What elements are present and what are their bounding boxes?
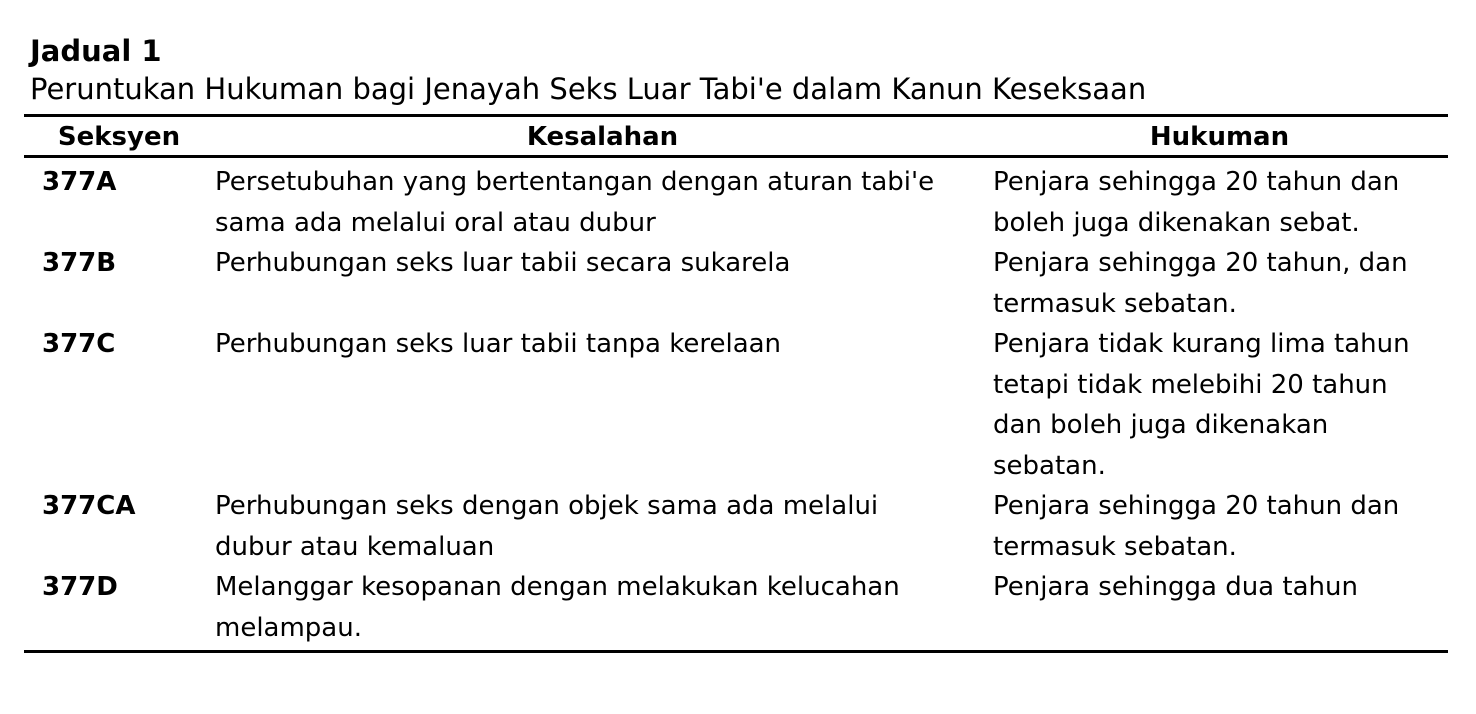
penalty-table <box>24 114 1448 653</box>
table-row <box>24 157 1448 244</box>
punishment-cell: Penjara sehingga dua tahun <box>993 572 1358 602</box>
table-row <box>24 567 1448 652</box>
punishment-cell: Penjara tidak kurang lima tahun tetapi tidak melebihi 20 tahun dan boleh juga dikenakan sebatan. <box>993 329 1410 481</box>
table-body <box>24 157 1448 652</box>
offence-cell: Perhubungan seks dengan objek sama ada melalui dubur atau kemaluan <box>215 491 879 562</box>
header-section: Seksyen <box>24 116 214 157</box>
section-cell: 377CA <box>42 491 136 521</box>
table-label: Jadual 1 <box>30 34 162 68</box>
table-row <box>24 243 1448 324</box>
offence-cell: Melanggar kesopanan dengan melakukan kelucahan melampau. <box>215 572 900 643</box>
header-punishment: Hukuman <box>991 116 1448 157</box>
section-cell: 377A <box>42 167 117 197</box>
document <box>24 32 1448 653</box>
header-offence: Kesalahan <box>214 116 991 157</box>
section-cell: 377B <box>42 248 117 278</box>
punishment-cell: Penjara sehingga 20 tahun dan termasuk sebatan. <box>993 491 1400 562</box>
offence-cell: Persetubuhan yang bertentangan dengan aturan tabi'e sama ada melalui oral atau dubur <box>215 167 935 238</box>
header-row <box>24 116 1448 157</box>
punishment-cell: Penjara sehingga 20 tahun dan boleh juga dikenakan sebat. <box>993 167 1400 238</box>
offence-cell: Perhubungan seks luar tabii secara sukarela <box>215 248 791 278</box>
section-cell: 377C <box>42 329 116 359</box>
punishment-cell: Penjara sehingga 20 tahun, dan termasuk sebatan. <box>993 248 1408 319</box>
table-row <box>24 486 1448 567</box>
table-header <box>24 116 1448 157</box>
section-cell: 377D <box>42 572 118 602</box>
offence-cell: Perhubungan seks luar tabii tanpa kerelaan <box>215 329 782 359</box>
table-caption: Peruntukan Hukuman bagi Jenayah Seks Luar Tabi'e dalam Kanun Keseksaan <box>30 72 1147 106</box>
table-row <box>24 324 1448 486</box>
